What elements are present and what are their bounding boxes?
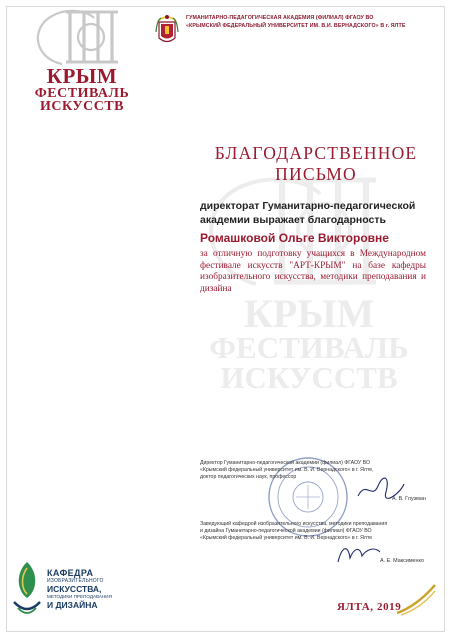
academy-header-line2: «КРЫМСКИЙ ФЕДЕРАЛЬНЫЙ УНИВЕРСИТЕТ ИМ. В.И. ВЕРНАДСКОГО» В г. ЯЛТЕ — [186, 23, 406, 29]
department-line4: МЕТОДИКИ ПРЕПОДАВАНИЯ — [47, 594, 112, 599]
letter-reason: за отличную подготовку учащихся в Международном фестивале искусств "АРТ-КРЫМ" на базе кафедры изобразительного искусства, методики преподавания и дизайна — [200, 249, 426, 294]
signature-block-head: Заведующий кафедрой изобразительного искусства, методики преподавания и дизайна Гуманитарно-педагогической академии (филиал) ФГАОУ ВО «Крымский федеральный университет им. В. И. Вернадского» в г. Ялте — [200, 521, 388, 541]
department-line3: ИСКУССТВА, — [47, 584, 102, 594]
festival-logo-line2: ФЕСТИВАЛЬ — [34, 86, 130, 101]
place-and-year: ЯЛТА, 2019 — [337, 601, 402, 613]
academy-header — [186, 14, 448, 30]
academy-coat-of-arms-icon — [155, 12, 179, 46]
festival-logo-line1: КРЫМ — [46, 64, 118, 88]
watermark-line3: ИСКУССТВ — [220, 360, 398, 395]
recipient-name: Ромашковой Ольге Викторовне — [200, 231, 389, 245]
letter-title-line1: БЛАГОДАРСТВЕННОЕ — [214, 143, 418, 163]
department-line5: И ДИЗАЙНА — [47, 600, 98, 610]
signer-name-head: А. Е. Максименко — [380, 558, 424, 564]
gold-swoosh-icon — [395, 583, 437, 617]
letter-title — [196, 143, 436, 185]
handwritten-signature-icon — [334, 540, 384, 566]
festival-emblem-icon — [22, 6, 142, 68]
festival-logo — [22, 6, 142, 118]
department-line1: КАФЕДРА — [47, 568, 94, 578]
department-line2: ИЗОБРАЗИТЕЛЬНОГО — [47, 578, 104, 584]
watermark-line1: КРЫМ — [243, 291, 375, 336]
festival-logo-line3: ИСКУССТВ — [39, 99, 125, 114]
letter-intro: директорат Гуманитарно-педагогической академии выражает благодарность — [200, 200, 416, 226]
department-logo-icon — [10, 558, 44, 620]
signer-name-director: А. В. Глузман — [392, 496, 426, 502]
signature-block-director: Директор Гуманитарно-педагогической академии (филиал) ФГАОУ ВО «Крымский федеральный университет им. В. И. Вернадского» в г. Ялте, доктор педагогических наук, профессор — [200, 460, 374, 480]
letter-title-line2: ПИСЬМО — [275, 164, 357, 184]
department-name — [47, 568, 157, 610]
watermark-line2: ФЕСТИВАЛЬ — [209, 330, 409, 365]
academy-header-line1: ГУМАНИТАРНО-ПЕДАГОГИЧЕСКАЯ АКАДЕМИЯ (ФИЛИАЛ) ФГАОУ ВО — [186, 15, 374, 21]
